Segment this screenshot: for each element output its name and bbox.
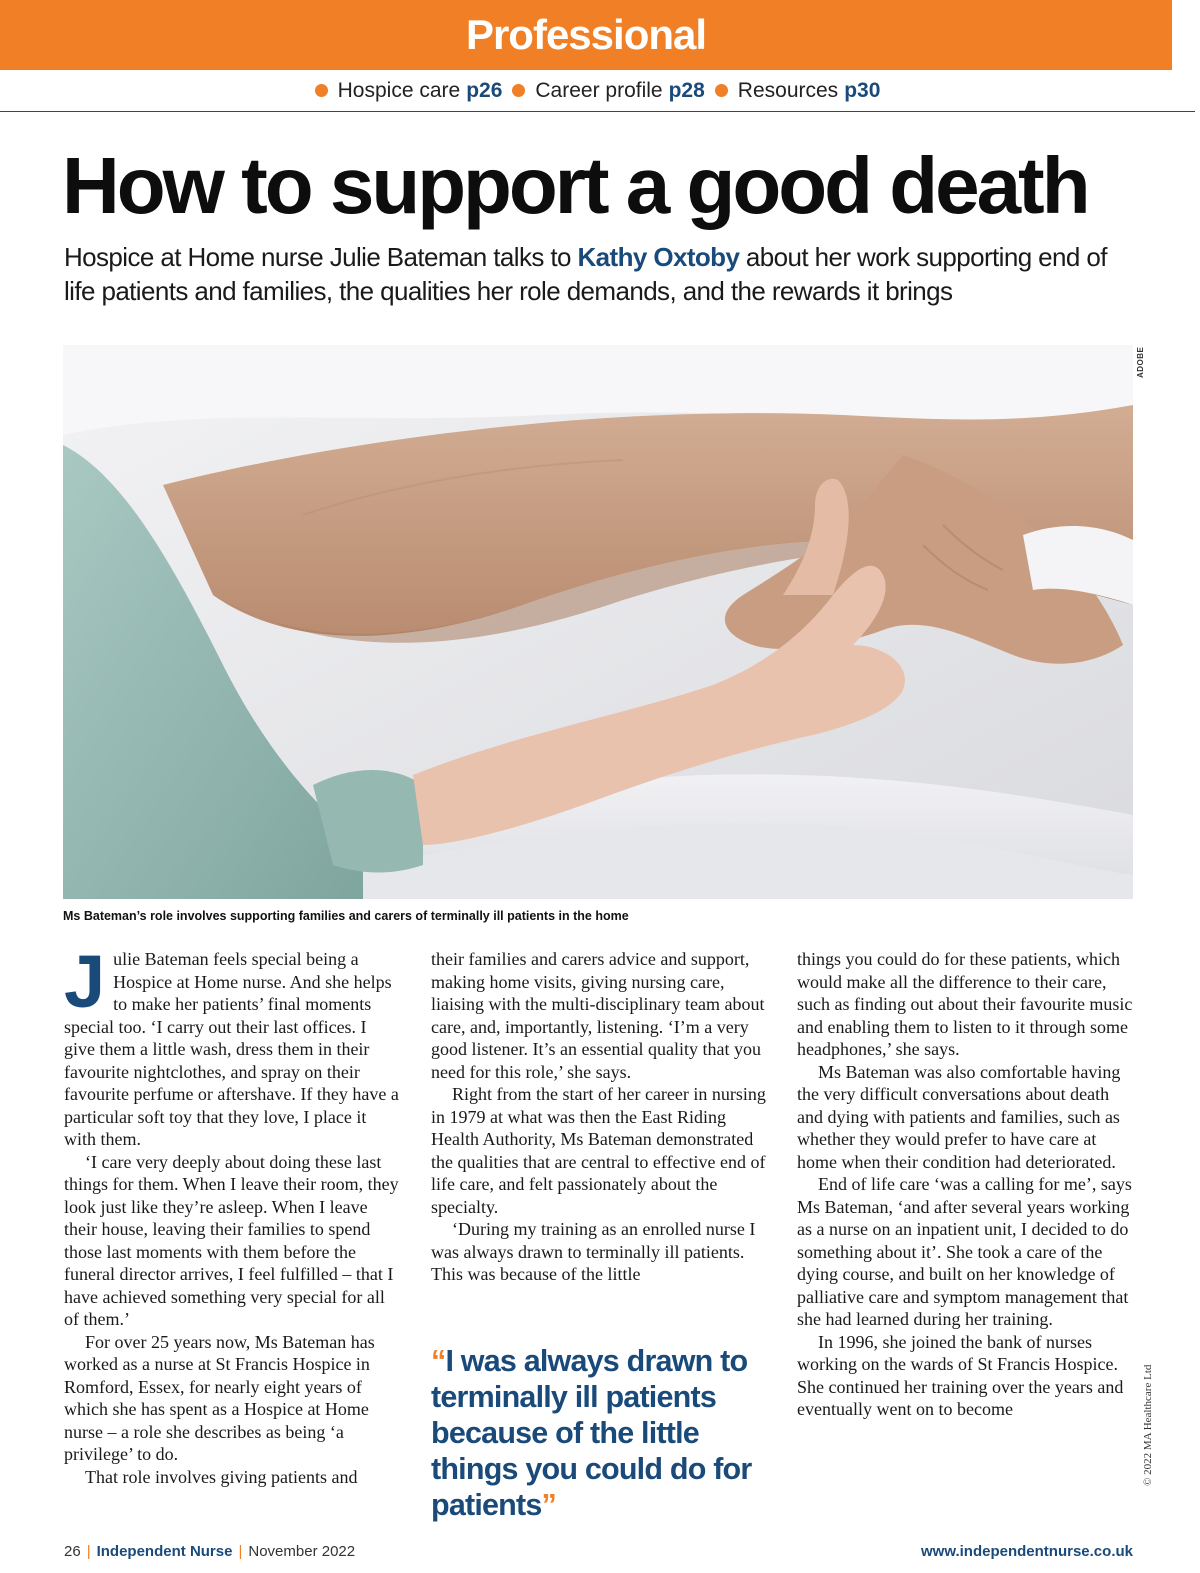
bullet-dot-icon — [715, 84, 728, 97]
body-paragraph: In 1996, she joined the bank of nurses working on the wards of St Francis Hospice. She continued her training over the years and eventually went on to become — [797, 1331, 1124, 1419]
body-paragraph: End of life care ‘was a calling for me’, says Ms Bateman, ‘and after several years working as a nurse on an inpatient unit, I decided to do something about it’. She took a care of the dying course, and built on her knowledge of palliative care and symptom management that she had learned during her training. — [797, 1174, 1132, 1329]
body-paragraph: ‘During my training as an enrolled nurse I was always drawn to terminally ill patients. This was because of the little — [431, 1219, 756, 1284]
open-quote-mark: “ — [431, 1344, 446, 1378]
magazine-name-first: Independent — [96, 1543, 186, 1560]
nav-item-resources[interactable] — [715, 79, 881, 103]
nav-item-label: Hospice care — [337, 78, 461, 102]
bullet-dot-icon — [315, 84, 328, 97]
footer-separator: | — [238, 1543, 243, 1560]
photo-credit: ADOBE — [1136, 346, 1145, 378]
paragraph-text: ulie Bateman feels special being a Hospice at Home nurse. And she helps to make her patients’ final moments special too. ‘I carry out their last offices. I give them a little wash, dress them in their favourite nightclothes, and spray on their favourite perfume or aftershave. If they have a particular soft toy that they love, I place it with them. — [64, 949, 399, 1149]
body-paragraph: things you could do for these patients, which would make all the difference to their care, such as finding out about their favourite music and enabling them to listen to it through some headphones,’ she says. — [797, 949, 1133, 1059]
nav-item-page: p26 — [466, 78, 503, 102]
pull-quote — [431, 1343, 771, 1523]
magazine-name — [97, 1543, 233, 1560]
body-column-3 — [797, 948, 1133, 1421]
copyright-notice: © 2022 MA Healthcare Ltd — [1142, 1364, 1154, 1486]
close-quote-mark: ” — [541, 1488, 556, 1522]
body-paragraph: Right from the start of her career in nursing in 1979 at what was then the East Riding Health Authority, Ms Bateman demonstrated the qualities that are central to effective end of life care, and felt passionately about the specialty. — [431, 1084, 766, 1217]
body-paragraph: their families and carers advice and support, making home visits, giving nursing care, liaising with the multi-disciplinary team about care, and, importantly, listening. ‘I’m a very good listener. It’s an essential quality that you need for this role,’ she says. — [431, 949, 765, 1082]
article-headline: How to support a good death — [62, 141, 1088, 230]
nav-item-label: Resources — [737, 78, 839, 102]
nav-item-career-profile[interactable] — [512, 79, 704, 103]
holding-hands-photo — [63, 345, 1133, 899]
bullet-dot-icon — [512, 84, 525, 97]
url-prefix: www.independent — [921, 1543, 1049, 1560]
drop-cap: J — [64, 940, 106, 1023]
issue-date: November 2022 — [248, 1543, 356, 1560]
photo-caption: Ms Bateman’s role involves supporting families and carers of terminally ill patients in the home — [63, 909, 629, 923]
body-paragraph: That role involves giving patients and — [85, 1466, 358, 1487]
section-banner — [0, 0, 1172, 70]
contents-strip — [0, 70, 1195, 112]
page-number: 26 — [64, 1543, 81, 1560]
nav-item-hospice-care[interactable] — [315, 79, 503, 103]
body-paragraph: ‘I care very deeply about doing these last things for them. When I leave their room, they look just like they’re asleep. When I leave their house, leaving their families to spend those last moments with them before the funeral director arrives, I feel fulfilled – that I have achieved something very special for all of them.’ — [64, 1151, 399, 1329]
nav-item-page: p30 — [844, 78, 881, 102]
url-strong: nurse — [1048, 1543, 1090, 1560]
url-suffix: .co.uk — [1089, 1543, 1133, 1560]
website-link[interactable] — [921, 1543, 1133, 1560]
footer-separator: | — [86, 1543, 91, 1560]
nav-item-page: p28 — [668, 78, 705, 102]
standfirst-text: about her work supporting end of life patients and families, the qualities her role demands, and the rewards it brings — [64, 242, 1107, 307]
section-title: Professional — [465, 11, 707, 58]
article-standfirst — [64, 240, 1144, 309]
body-paragraph — [64, 940, 400, 1151]
page-footer — [64, 1543, 355, 1560]
body-column-2 — [431, 948, 767, 1286]
body-column-1 — [64, 940, 400, 1488]
author-name: Kathy Oxtoby — [577, 242, 740, 272]
body-paragraph: Ms Bateman was also comfortable having the very difficult conversations about death and dying with patients and families, such as whether they would prefer to have care at home when their condition had deteriorated. — [797, 1061, 1121, 1172]
pull-quote-text: I was always drawn to terminally ill patients because of the little things you could do for patients — [431, 1344, 752, 1522]
article-photo — [63, 345, 1133, 899]
magazine-name-second: Nurse — [189, 1543, 233, 1560]
nav-item-label: Career profile — [535, 78, 663, 102]
body-paragraph: For over 25 years now, Ms Bateman has worked as a nurse at St Francis Hospice in Romford, Essex, for nearly eight years of which she has spent as a Hospice at Home nurse – a role she describes as being ‘a privilege’ to do. — [64, 1331, 375, 1464]
standfirst-text: Hospice at Home nurse Julie Bateman talks to — [64, 242, 578, 272]
